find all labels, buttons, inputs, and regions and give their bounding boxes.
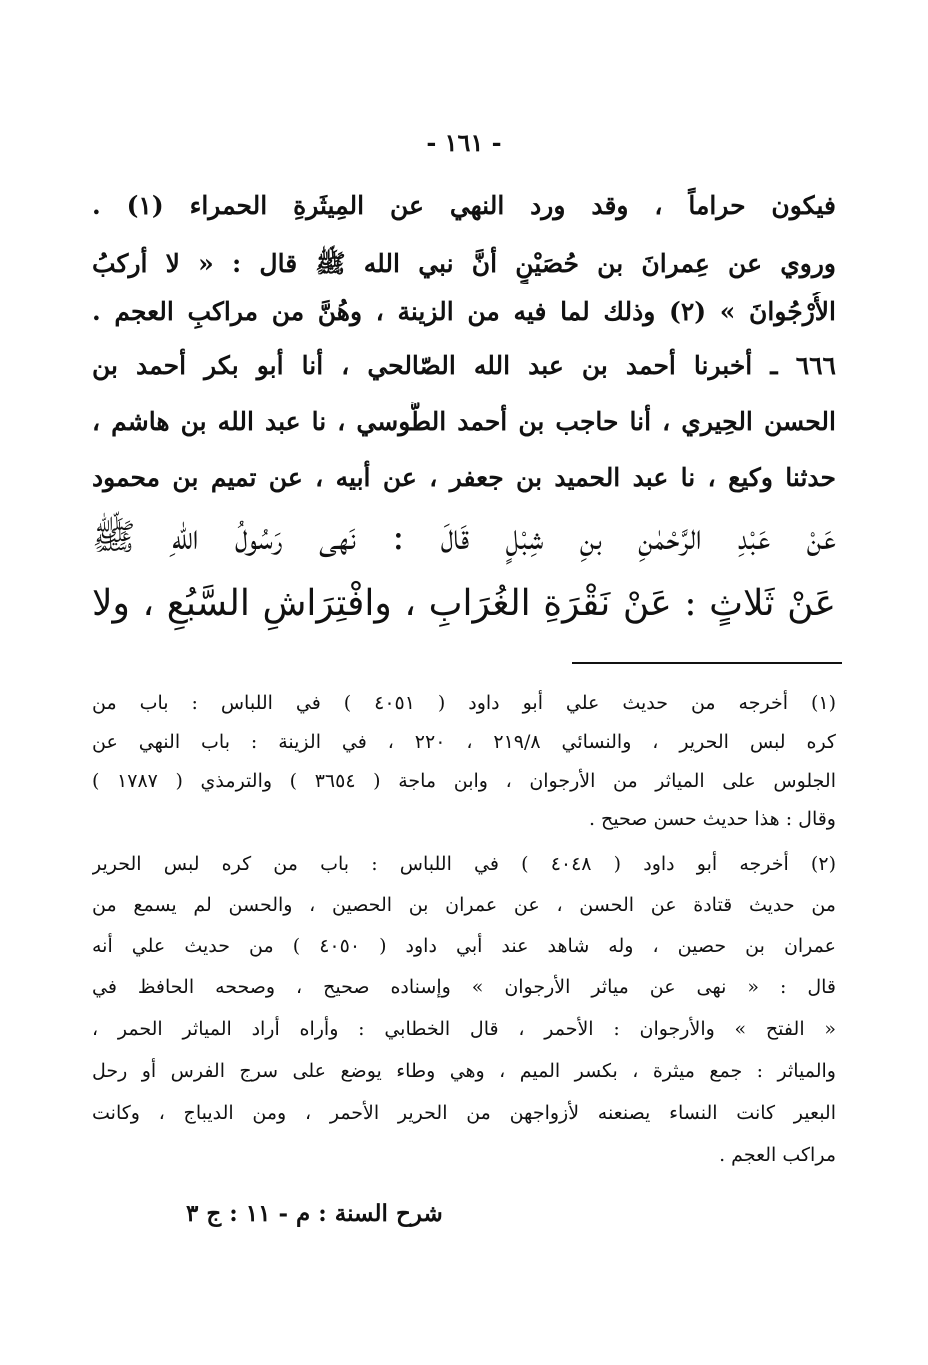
footnote-separator xyxy=(572,662,842,664)
footnote-1-line-4: وقال : هذا حديث حسن صحيح . xyxy=(588,808,836,830)
footnote-2-line-8: مراكب العجم . xyxy=(719,1144,836,1166)
body-line-4: ٦٦٦ ـ أخبرنا أحمد بن عبد الله الصّالحي ، أنا أبو بكر أحمد بن xyxy=(92,351,836,380)
footnote-2-line-7: البعير كانت النساء يصنعنه لأزواجهن من الحرير الأحمر ، ومن الديباج ، وكانت xyxy=(92,1102,836,1124)
body-line-5: الحسن الحِيري ، أنا حاجب بن أحمد الطُّوسي ، نا عبد الله بن هاشم ، xyxy=(92,407,836,436)
footnote-1-line-2: كره لبس الحرير ، والنسائي ٢١٩/٨ ، ٢٢٠ ، في الزينة : باب النهي عن xyxy=(92,731,836,753)
footnote-2-line-2: من حديث قتادة عن الحسن ، عن عمران بن الحصين ، والحسن لم يسمع من xyxy=(92,894,836,916)
footnote-2-line-4: قال : « نهى عن مياثر الأرجوان » وإسناده صحيح ، وصححه الحافظ في xyxy=(92,976,836,998)
footnote-1-line-3: الجلوس على المياثر من الأرجوان ، وابن ماجة ( ٣٦٥٤ ) والترمذي ( ١٧٨٧ ) xyxy=(92,770,836,792)
footnote-2-line-1: (٢) أخرجه أبو داود ( ٤٠٤٨ ) في اللباس : باب من كره لبس الحرير xyxy=(92,853,836,875)
footnote-2-line-3: عمران بن حصين ، وله شاهد عند أبي داود ( ٤٠٥٠ ) من حديث علي أنه xyxy=(92,935,836,957)
hadith-line-2: عَنْ ثَلاثٍ : عَنْ نَقْرَةِ الغُرَابِ ، وافْتِرَاشِ السَّبُعِ ، ولا xyxy=(92,583,836,624)
footnote-2-line-6: والمياثر : جمع ميثرة ، بكسر الميم ، وهي وطاء يوضع على سرج الفرس أو رحل xyxy=(92,1060,836,1082)
body-line-1: فيكون حراماً ، وقد ورد النهي عن المِيثَرةِ الحمراء (١) . xyxy=(92,191,836,220)
body-line-2: وروي عن عِمرانَ بن حُصَيْنٍ أنَّ نبي الله ﷺ قال : « لا أركبُ xyxy=(92,249,836,278)
book-signature: شرح السنة : م - ١١ : ج ٣ xyxy=(186,1200,443,1227)
body-line-3: الأُرْجُوانَ » (٢) وذلك لما فيه من الزينة ، وهُنَّ من مراكبِ العجم . xyxy=(92,297,836,326)
footnote-2-line-5: « الفتح » والأرجوان : الأحمر ، قال الخطابي : وأراه أراد المياثر الحمر ، xyxy=(92,1018,836,1040)
page-number: - ١٦١ - xyxy=(426,128,502,157)
footnote-1-line-1: (١) أخرجه من حديث علي أبو داود ( ٤٠٥١ ) في اللباس : باب من xyxy=(92,692,836,714)
hadith-line-1: عَنْ عَبْدِ الرَّحْمٰنِ بنِ شِبْلٍ قَالَ : نَهى رَسُولُ اللهِ ﷺ xyxy=(92,517,836,558)
body-line-6: حدثنا وكيع ، نا عبد الحميد بن جعفر ، عن أبيه ، عن تميم بن محمود xyxy=(92,463,836,492)
